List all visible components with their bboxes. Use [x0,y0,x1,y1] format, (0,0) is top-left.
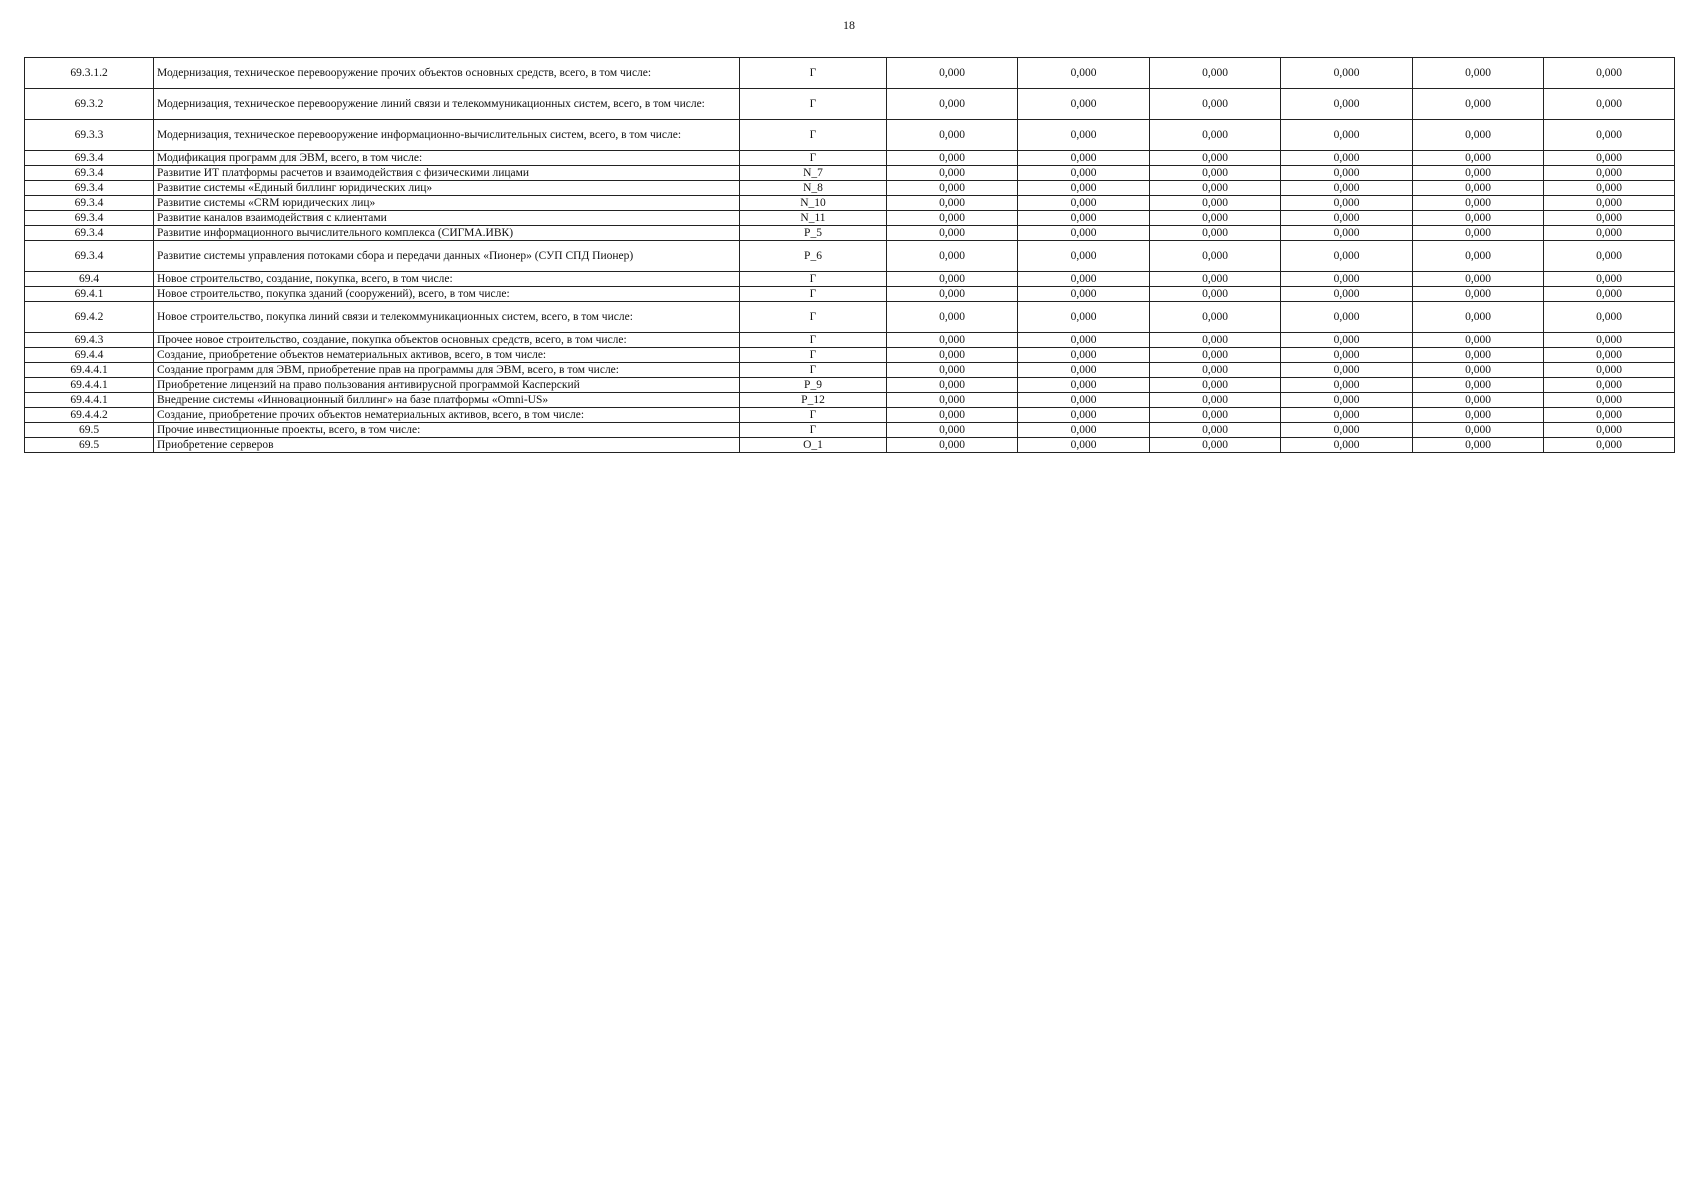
row-code-cell: 69.3.1.2 [25,58,154,89]
row-value-cell: 0,000 [887,348,1018,363]
table-row [25,196,1675,211]
row-value-cell: 0,000 [887,287,1018,302]
row-value-cell: 0,000 [1544,408,1675,423]
row-code-cell: 69.3.2 [25,89,154,120]
row-value-cell: 0,000 [1281,302,1413,333]
row-code-cell: 69.3.3 [25,120,154,151]
row-value-cell: 0,000 [1413,89,1544,120]
table-row [25,241,1675,272]
row-value-cell: 0,000 [1281,287,1413,302]
row-value-cell: 0,000 [1018,378,1150,393]
row-value-cell: 0,000 [1413,241,1544,272]
row-value-cell: 0,000 [1018,302,1150,333]
row-value-cell: 0,000 [887,378,1018,393]
row-value-cell: 0,000 [1413,393,1544,408]
row-value-cell: 0,000 [1544,196,1675,211]
row-value-cell: 0,000 [1544,241,1675,272]
row-value-cell: 0,000 [887,166,1018,181]
row-name-cell: Создание, приобретение прочих объектов нематериальных активов, всего, в том числе: [154,408,740,423]
row-code-cell: 69.4.4 [25,348,154,363]
row-value-cell: 0,000 [1544,378,1675,393]
row-code-cell: 69.3.4 [25,226,154,241]
row-value-cell: 0,000 [1018,151,1150,166]
row-value-cell: 0,000 [1281,241,1413,272]
row-value-cell: 0,000 [1544,166,1675,181]
row-type-cell: Г [740,423,887,438]
row-code-cell: 69.3.4 [25,196,154,211]
table-row [25,151,1675,166]
row-value-cell: 0,000 [1150,302,1281,333]
row-value-cell: 0,000 [1150,378,1281,393]
row-value-cell: 0,000 [1150,348,1281,363]
row-value-cell: 0,000 [1018,408,1150,423]
row-value-cell: 0,000 [1281,58,1413,89]
row-value-cell: 0,000 [1413,211,1544,226]
row-value-cell: 0,000 [1281,393,1413,408]
row-value-cell: 0,000 [1150,120,1281,151]
row-name-cell: Новое строительство, создание, покупка, всего, в том числе: [154,272,740,287]
row-code-cell: 69.5 [25,438,154,453]
table-row [25,226,1675,241]
row-value-cell: 0,000 [1413,166,1544,181]
row-type-cell: Г [740,333,887,348]
row-value-cell: 0,000 [1018,58,1150,89]
row-value-cell: 0,000 [1018,272,1150,287]
row-value-cell: 0,000 [1281,120,1413,151]
row-name-cell: Прочее новое строительство, создание, покупка объектов основных средств, всего, в том числе: [154,333,740,348]
row-value-cell: 0,000 [1150,272,1281,287]
row-type-cell: N_8 [740,181,887,196]
row-code-cell: 69.5 [25,423,154,438]
table-body [25,58,1675,453]
row-value-cell: 0,000 [1281,211,1413,226]
row-value-cell: 0,000 [1413,287,1544,302]
row-value-cell: 0,000 [887,151,1018,166]
row-name-cell: Внедрение системы «Инновационный биллинг» на базе платформы «Omni-US» [154,393,740,408]
row-type-cell: P_6 [740,241,887,272]
row-value-cell: 0,000 [1544,333,1675,348]
row-value-cell: 0,000 [1281,423,1413,438]
row-value-cell: 0,000 [1544,348,1675,363]
row-value-cell: 0,000 [1281,348,1413,363]
row-value-cell: 0,000 [1018,423,1150,438]
row-type-cell: Г [740,363,887,378]
row-value-cell: 0,000 [887,423,1018,438]
row-value-cell: 0,000 [1281,89,1413,120]
row-value-cell: 0,000 [887,302,1018,333]
table-row [25,272,1675,287]
row-code-cell: 69.3.4 [25,151,154,166]
row-value-cell: 0,000 [1413,348,1544,363]
row-value-cell: 0,000 [1544,302,1675,333]
row-type-cell: O_1 [740,438,887,453]
row-value-cell: 0,000 [1150,423,1281,438]
row-value-cell: 0,000 [1281,196,1413,211]
row-value-cell: 0,000 [1413,378,1544,393]
table-row [25,287,1675,302]
row-value-cell: 0,000 [1281,378,1413,393]
row-type-cell: N_11 [740,211,887,226]
row-value-cell: 0,000 [1018,287,1150,302]
row-value-cell: 0,000 [887,226,1018,241]
row-type-cell: Г [740,120,887,151]
row-value-cell: 0,000 [1018,393,1150,408]
table-row [25,408,1675,423]
row-name-cell: Развитие системы управления потоками сбора и передачи данных «Пионер» (СУП СПД Пионер) [154,241,740,272]
row-type-cell: P_5 [740,226,887,241]
table-row [25,378,1675,393]
row-value-cell: 0,000 [1150,89,1281,120]
row-value-cell: 0,000 [1150,287,1281,302]
row-value-cell: 0,000 [1018,211,1150,226]
row-type-cell: Г [740,89,887,120]
table-row [25,120,1675,151]
row-value-cell: 0,000 [1018,241,1150,272]
row-value-cell: 0,000 [1544,287,1675,302]
row-value-cell: 0,000 [1544,151,1675,166]
row-value-cell: 0,000 [1281,363,1413,378]
row-value-cell: 0,000 [1281,181,1413,196]
row-type-cell: Г [740,408,887,423]
row-value-cell: 0,000 [1281,438,1413,453]
row-value-cell: 0,000 [1413,181,1544,196]
row-value-cell: 0,000 [1018,363,1150,378]
row-value-cell: 0,000 [1544,393,1675,408]
row-value-cell: 0,000 [1413,58,1544,89]
row-type-cell: Г [740,302,887,333]
row-code-cell: 69.4.2 [25,302,154,333]
row-type-cell: N_10 [740,196,887,211]
row-value-cell: 0,000 [1150,333,1281,348]
table-row [25,438,1675,453]
row-value-cell: 0,000 [1018,226,1150,241]
row-name-cell: Создание, приобретение объектов нематериальных активов, всего, в том числе: [154,348,740,363]
row-value-cell: 0,000 [1281,408,1413,423]
row-code-cell: 69.3.4 [25,181,154,196]
row-code-cell: 69.4.4.1 [25,393,154,408]
row-value-cell: 0,000 [1413,363,1544,378]
row-code-cell: 69.3.4 [25,211,154,226]
row-value-cell: 0,000 [1544,58,1675,89]
table-row [25,89,1675,120]
row-value-cell: 0,000 [887,120,1018,151]
page-number: 18 [843,18,855,32]
row-type-cell: Г [740,58,887,89]
row-value-cell: 0,000 [1544,423,1675,438]
row-name-cell: Развитие системы «CRM юридических лиц» [154,196,740,211]
row-value-cell: 0,000 [1413,302,1544,333]
row-value-cell: 0,000 [1544,89,1675,120]
table-row [25,333,1675,348]
row-name-cell: Модификация программ для ЭВМ, всего, в том числе: [154,151,740,166]
row-code-cell: 69.4 [25,272,154,287]
row-value-cell: 0,000 [1413,120,1544,151]
row-value-cell: 0,000 [1150,226,1281,241]
row-code-cell: 69.3.4 [25,241,154,272]
row-value-cell: 0,000 [887,272,1018,287]
row-value-cell: 0,000 [887,58,1018,89]
row-value-cell: 0,000 [1150,151,1281,166]
row-value-cell: 0,000 [1018,166,1150,181]
row-name-cell: Модернизация, техническое перевооружение информационно-вычислительных систем, всего, в том числе: [154,120,740,151]
row-value-cell: 0,000 [1413,151,1544,166]
row-code-cell: 69.4.4.1 [25,363,154,378]
row-name-cell: Развитие ИТ платформы расчетов и взаимодействия с физическими лицами [154,166,740,181]
table-row [25,181,1675,196]
row-value-cell: 0,000 [1150,408,1281,423]
row-value-cell: 0,000 [1413,196,1544,211]
row-code-cell: 69.4.3 [25,333,154,348]
row-name-cell: Приобретение серверов [154,438,740,453]
row-value-cell: 0,000 [1544,438,1675,453]
table-row [25,423,1675,438]
row-value-cell: 0,000 [1281,333,1413,348]
row-name-cell: Приобретение лицензий на право пользования антивирусной программой Касперский [154,378,740,393]
row-value-cell: 0,000 [1413,226,1544,241]
row-value-cell: 0,000 [887,181,1018,196]
row-value-cell: 0,000 [1544,120,1675,151]
table-row [25,348,1675,363]
row-type-cell: Г [740,272,887,287]
row-value-cell: 0,000 [1150,166,1281,181]
table-row [25,166,1675,181]
row-value-cell: 0,000 [1150,438,1281,453]
row-name-cell: Новое строительство, покупка линий связи и телекоммуникационных систем, всего, в том числе: [154,302,740,333]
investment-table [24,57,1675,453]
row-value-cell: 0,000 [1544,363,1675,378]
row-name-cell: Развитие информационного вычислительного комплекса (СИГМА.ИВК) [154,226,740,241]
row-value-cell: 0,000 [887,211,1018,226]
table-row [25,211,1675,226]
table-row [25,393,1675,408]
row-name-cell: Создание программ для ЭВМ, приобретение прав на программы для ЭВМ, всего, в том числе: [154,363,740,378]
row-value-cell: 0,000 [1544,226,1675,241]
row-value-cell: 0,000 [1544,211,1675,226]
row-name-cell: Развитие системы «Единый биллинг юридических лиц» [154,181,740,196]
row-value-cell: 0,000 [1018,89,1150,120]
row-value-cell: 0,000 [1281,226,1413,241]
row-type-cell: Г [740,287,887,302]
row-value-cell: 0,000 [1413,438,1544,453]
row-value-cell: 0,000 [1281,272,1413,287]
row-value-cell: 0,000 [1544,181,1675,196]
row-name-cell: Модернизация, техническое перевооружение линий связи и телекоммуникационных систем, всего, в том числе: [154,89,740,120]
row-value-cell: 0,000 [887,196,1018,211]
row-name-cell: Развитие каналов взаимодействия с клиентами [154,211,740,226]
table-row [25,302,1675,333]
row-value-cell: 0,000 [1150,241,1281,272]
table-row [25,363,1675,378]
row-value-cell: 0,000 [887,363,1018,378]
row-value-cell: 0,000 [887,89,1018,120]
row-value-cell: 0,000 [1413,272,1544,287]
row-name-cell: Модернизация, техническое перевооружение прочих объектов основных средств, всего, в том числе: [154,58,740,89]
row-name-cell: Новое строительство, покупка зданий (сооружений), всего, в том числе: [154,287,740,302]
row-type-cell: Г [740,151,887,166]
row-value-cell: 0,000 [1018,181,1150,196]
row-type-cell: P_9 [740,378,887,393]
row-value-cell: 0,000 [1413,423,1544,438]
row-code-cell: 69.4.1 [25,287,154,302]
row-type-cell: N_7 [740,166,887,181]
row-value-cell: 0,000 [1018,333,1150,348]
table-row [25,58,1675,89]
row-value-cell: 0,000 [1150,181,1281,196]
row-value-cell: 0,000 [1150,363,1281,378]
row-value-cell: 0,000 [887,393,1018,408]
row-value-cell: 0,000 [1018,196,1150,211]
row-value-cell: 0,000 [887,408,1018,423]
row-value-cell: 0,000 [1018,438,1150,453]
row-code-cell: 69.3.4 [25,166,154,181]
row-value-cell: 0,000 [1281,166,1413,181]
row-name-cell: Прочие инвестиционные проекты, всего, в том числе: [154,423,740,438]
row-type-cell: Г [740,348,887,363]
row-value-cell: 0,000 [1281,151,1413,166]
row-code-cell: 69.4.4.2 [25,408,154,423]
row-value-cell: 0,000 [1413,333,1544,348]
row-value-cell: 0,000 [1150,211,1281,226]
row-value-cell: 0,000 [1018,120,1150,151]
row-value-cell: 0,000 [887,333,1018,348]
row-value-cell: 0,000 [1413,408,1544,423]
row-type-cell: P_12 [740,393,887,408]
row-value-cell: 0,000 [1150,196,1281,211]
row-value-cell: 0,000 [1018,348,1150,363]
row-code-cell: 69.4.4.1 [25,378,154,393]
row-value-cell: 0,000 [887,438,1018,453]
row-value-cell: 0,000 [887,241,1018,272]
row-value-cell: 0,000 [1150,58,1281,89]
row-value-cell: 0,000 [1150,393,1281,408]
row-value-cell: 0,000 [1544,272,1675,287]
